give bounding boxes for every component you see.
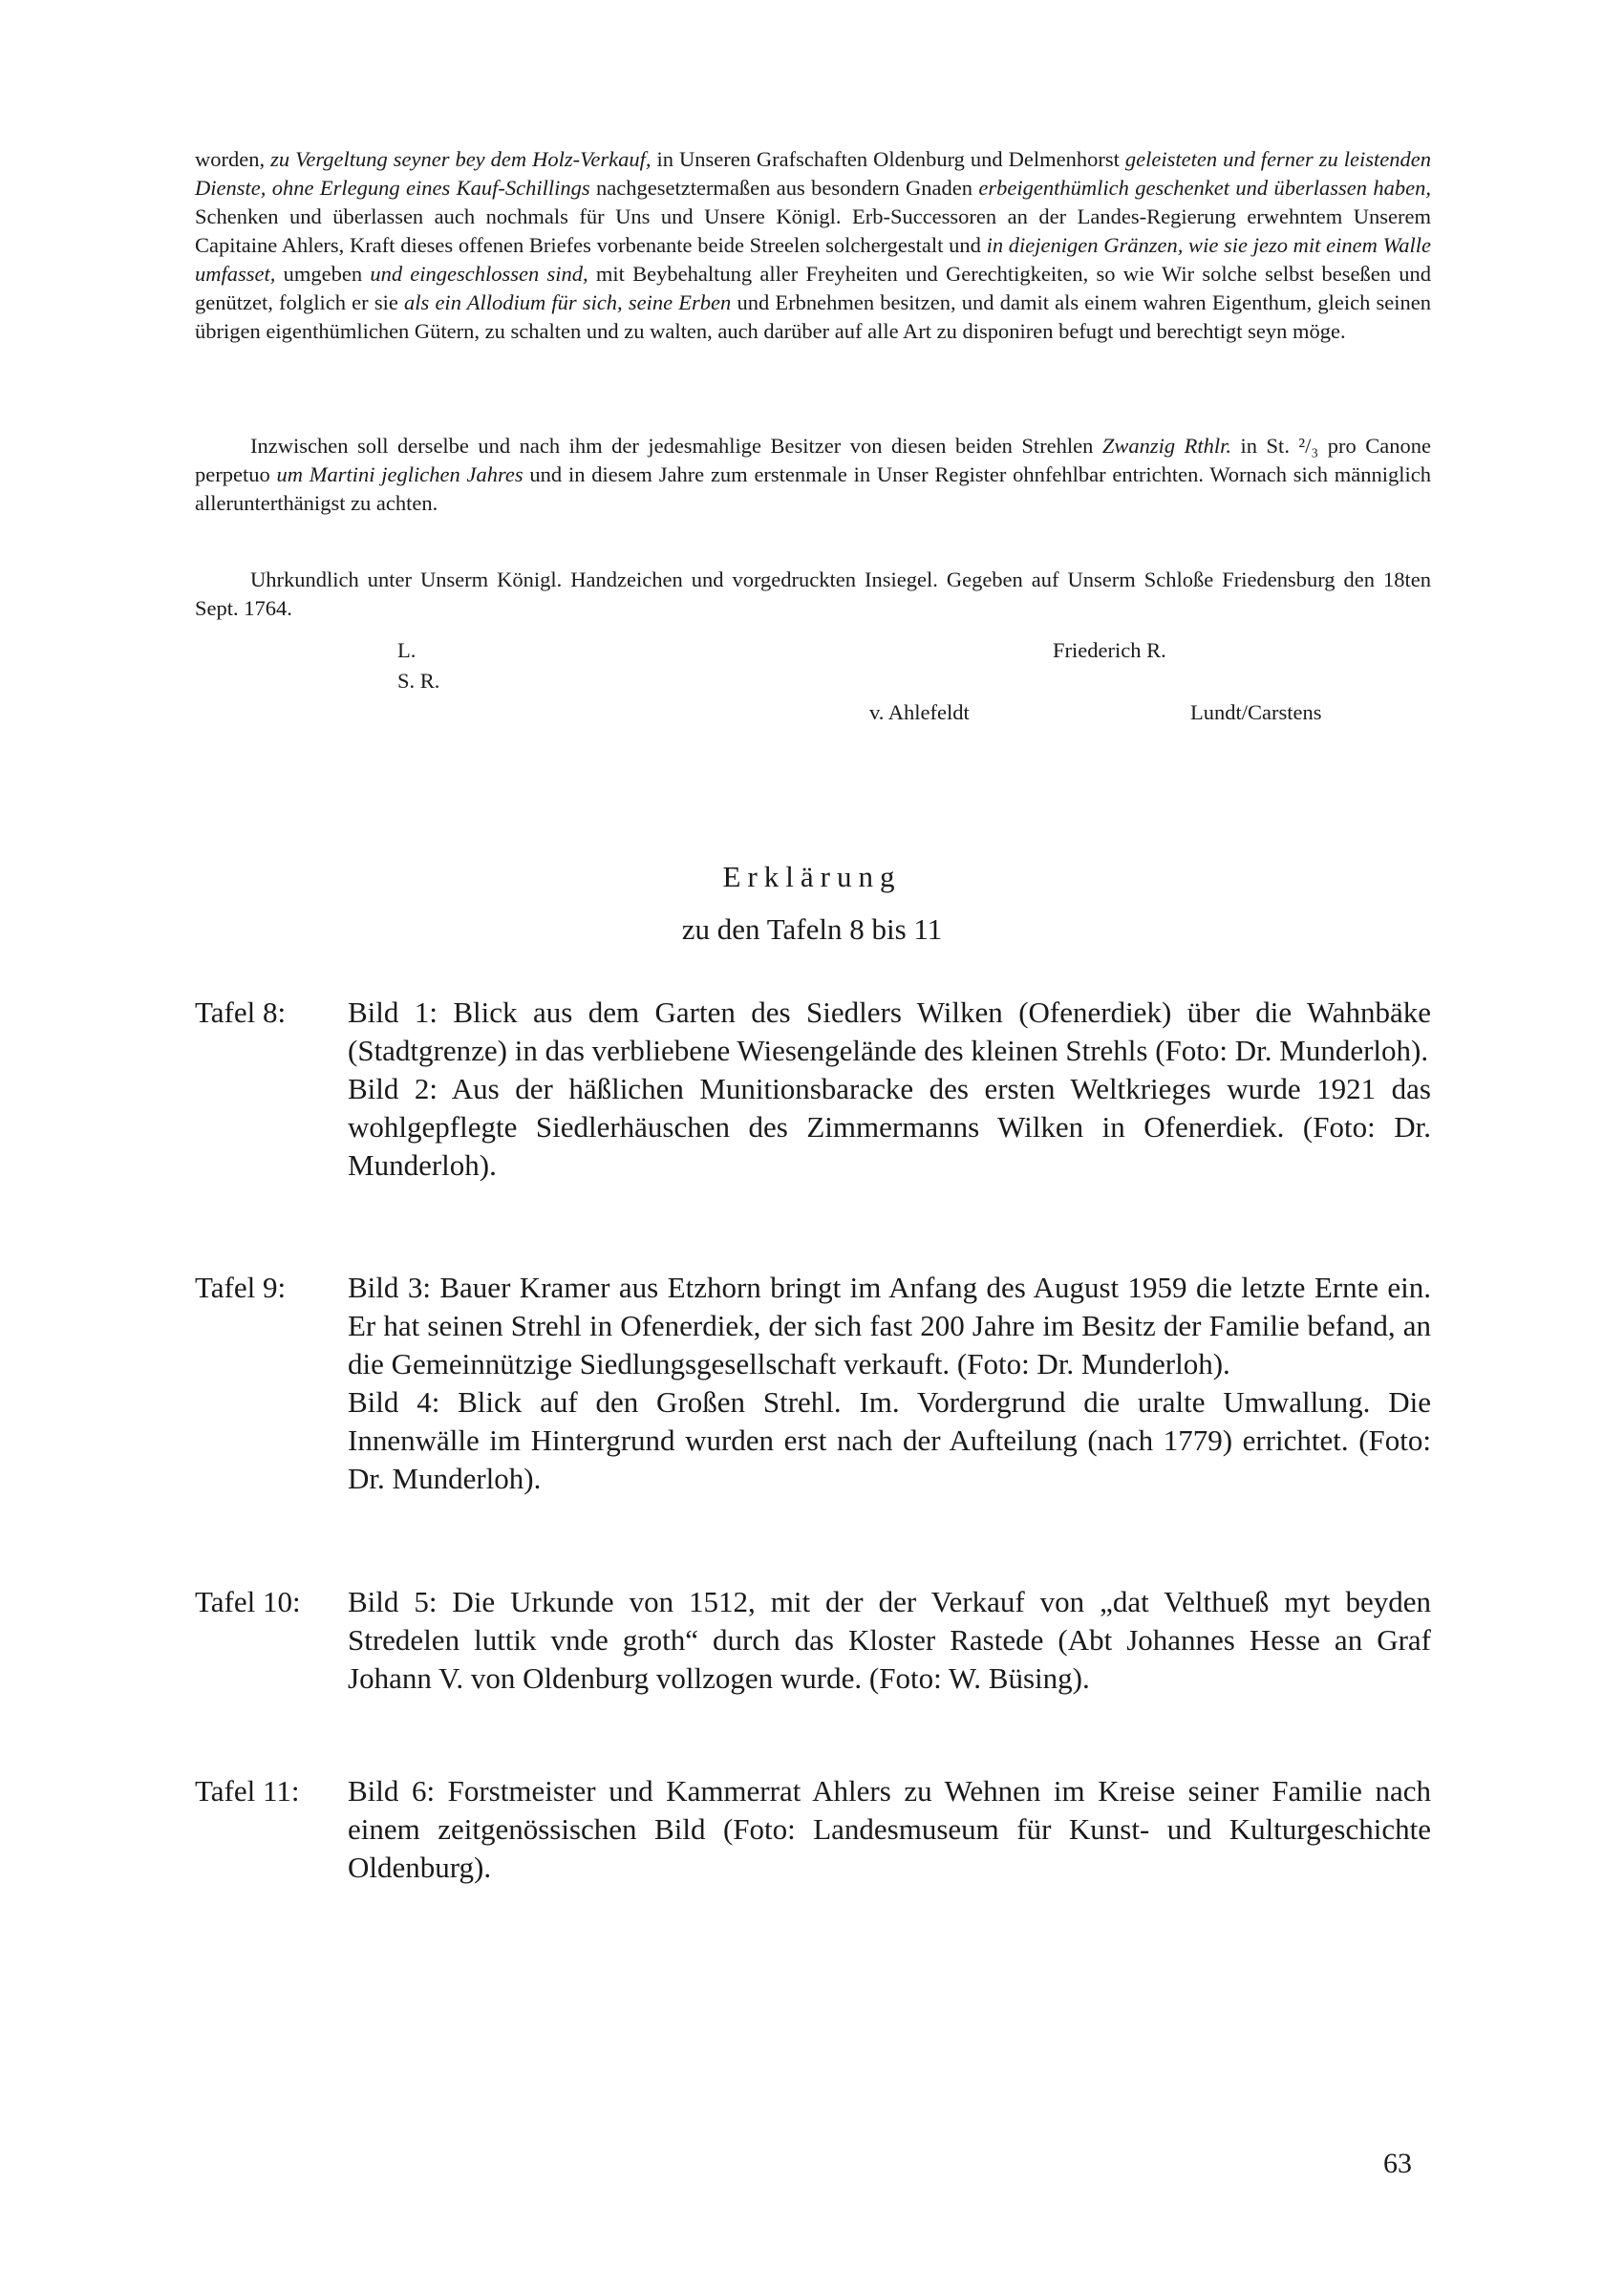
bild-caption: Bild 4: Blick auf den Großen Strehl. Im. Vordergrund die uralte Umwallung. Die Innenwälle im Hintergrund wurden erst nach der Aufteilung (nach 1779) errichtet. (Foto: Dr. Munderloh).	[348, 1385, 1431, 1495]
bild-caption: Bild 1: Blick aus dem Garten des Siedlers Wilken (Ofenerdiek) über die Wahnbäke (Stadtgrenze) in das verbliebene Wiesengelände des kleinen Strehls (Foto: Dr. Munderloh).	[348, 995, 1431, 1067]
section-title: Erklärung	[722, 860, 902, 893]
decree-text: worden,	[195, 147, 271, 171]
decree-paragraph-grant	[195, 145, 1431, 346]
signature-king: Friederich R.	[1053, 638, 1166, 662]
tafel-description	[348, 1772, 1431, 1887]
decree-italic-text: Zwanzig Rthlr.	[1101, 434, 1232, 458]
section-subtitle: zu den Tafeln 8 bis 11	[681, 912, 943, 946]
decree-italic-text: in diejenigen Gränzen, wie sie jezo mit einem Walle umfasset,	[195, 233, 1431, 286]
tafel-label: Tafel 10:	[195, 1585, 301, 1618]
tafel-label: Tafel 11:	[195, 1774, 300, 1808]
decree-text: Schenken und überlassen auch nochmals für Uns und Unsere Königl. Erb-Successoren an der Landes-Regierung erwehntem Unserem Capitaine Ahlers, Kraft dieses offenen Briefes vorbenante beide Streelen solchergestalt und	[195, 204, 1431, 257]
decree-text: und Erbnehmen besitzen, und damit als einem wahren Eigenthum, gleich seinen übrigen eigenthümlichen Gütern, zu schalten und zu walten, auch darüber auf alle Art zu disponiren befugt und berechtigt seyn möge.	[195, 290, 1432, 343]
decree-text: in St. ²/₃ pro Canone perpetuo	[195, 434, 1431, 486]
decree-italic-text: erbeigenthümlich geschenket und überlassen haben,	[978, 176, 1431, 200]
decree-text: Inzwischen soll derselbe und nach ihm der jedesmahlige Besitzer von diesen beiden Strehlen	[250, 434, 1102, 458]
signature-ahlefeldt: v. Ahlefeldt	[869, 700, 970, 724]
decree-text: und in diesem Jahre zum erstenmale in Unser Register ohnfehlbar entrichten. Wornach sich männiglich allerunterthänigst zu achten.	[195, 462, 1431, 515]
bild-caption: Bild 6: Forstmeister und Kammerrat Ahlers zu Wehnen im Kreise seiner Familie nach einem zeitgenössischen Bild (Foto: Landesmuseum für Kunst- und Kulturgeschichte Oldenburg).	[348, 1774, 1431, 1884]
tafel-description	[348, 1269, 1431, 1498]
page-number: 63	[1383, 2148, 1412, 2179]
tafel-description	[348, 994, 1431, 1185]
bild-caption: Bild 2: Aus der häßlichen Munitionsbaracke des ersten Weltkrieges wurde 1921 das wohlgepflegte Siedlerhäuschen des Zimmermanns Wilken in Ofenerdiek. (Foto: Dr. Munderloh).	[348, 1072, 1431, 1182]
decree-italic-text: um Martini jeglichen Jahres	[276, 462, 524, 486]
bild-caption: Bild 5: Die Urkunde von 1512, mit der der Verkauf von „dat Velthueß myt beyden Stredelen luttik vnde groth“ durch das Kloster Rastede (Abt Johannes Hesse an Graf Johann V. von Oldenburg vollzogen wurde. (Foto: W. Büsing).	[348, 1585, 1431, 1695]
signature-l: L.	[397, 638, 417, 662]
decree-text: mit Beybehaltung aller Freyheiten und Gerechtigkeiten, so wie Wir solche selbst beseßen und genützet, folglich er sie	[195, 262, 1432, 314]
decree-paragraph-certification: Uhrkundlich unter Unserm Königl. Handzeichen und vorgedruckten Insiegel. Gegeben auf Unserm Schloße Friedensburg den 18ten Sept. 1764.	[195, 567, 1431, 620]
decree-text: nachgesetztermaßen aus besondern Gnaden	[589, 176, 979, 200]
tafel-label: Tafel 8:	[195, 995, 287, 1029]
signature-sr: S. R.	[397, 669, 440, 693]
decree-italic-text: und eingeschlossen sind,	[370, 262, 588, 286]
tafel-label: Tafel 9:	[195, 1271, 287, 1304]
tafel-description	[348, 1583, 1431, 1698]
decree-italic-text: als ein Allodium für sich, seine Erben	[404, 290, 732, 314]
decree-italic-text: geleisteten und ferner zu leistenden Dienste, ohne Erlegung eines Kauf-Schillings	[195, 147, 1432, 200]
decree-text: in Unseren Grafschaften Oldenburg und Delmenhorst	[651, 147, 1125, 171]
bild-caption: Bild 3: Bauer Kramer aus Etzhorn bringt im Anfang des August 1959 die letzte Ernte ein. Er hat seinen Strehl in Ofenerdiek, der sich fast 200 Jahre im Besitz der Familie befand, an die Gemeinnützige Siedlungsgesellschaft verkauft. (Foto: Dr. Munderloh).	[348, 1271, 1431, 1380]
decree-text: umgeben	[275, 262, 371, 286]
signature-lundt-carstens: Lundt/Carstens	[1190, 700, 1322, 724]
decree-italic-text: zu Vergeltung seyner bey dem Holz-Verkauf,	[270, 147, 652, 171]
decree-paragraph-payment	[195, 432, 1431, 518]
